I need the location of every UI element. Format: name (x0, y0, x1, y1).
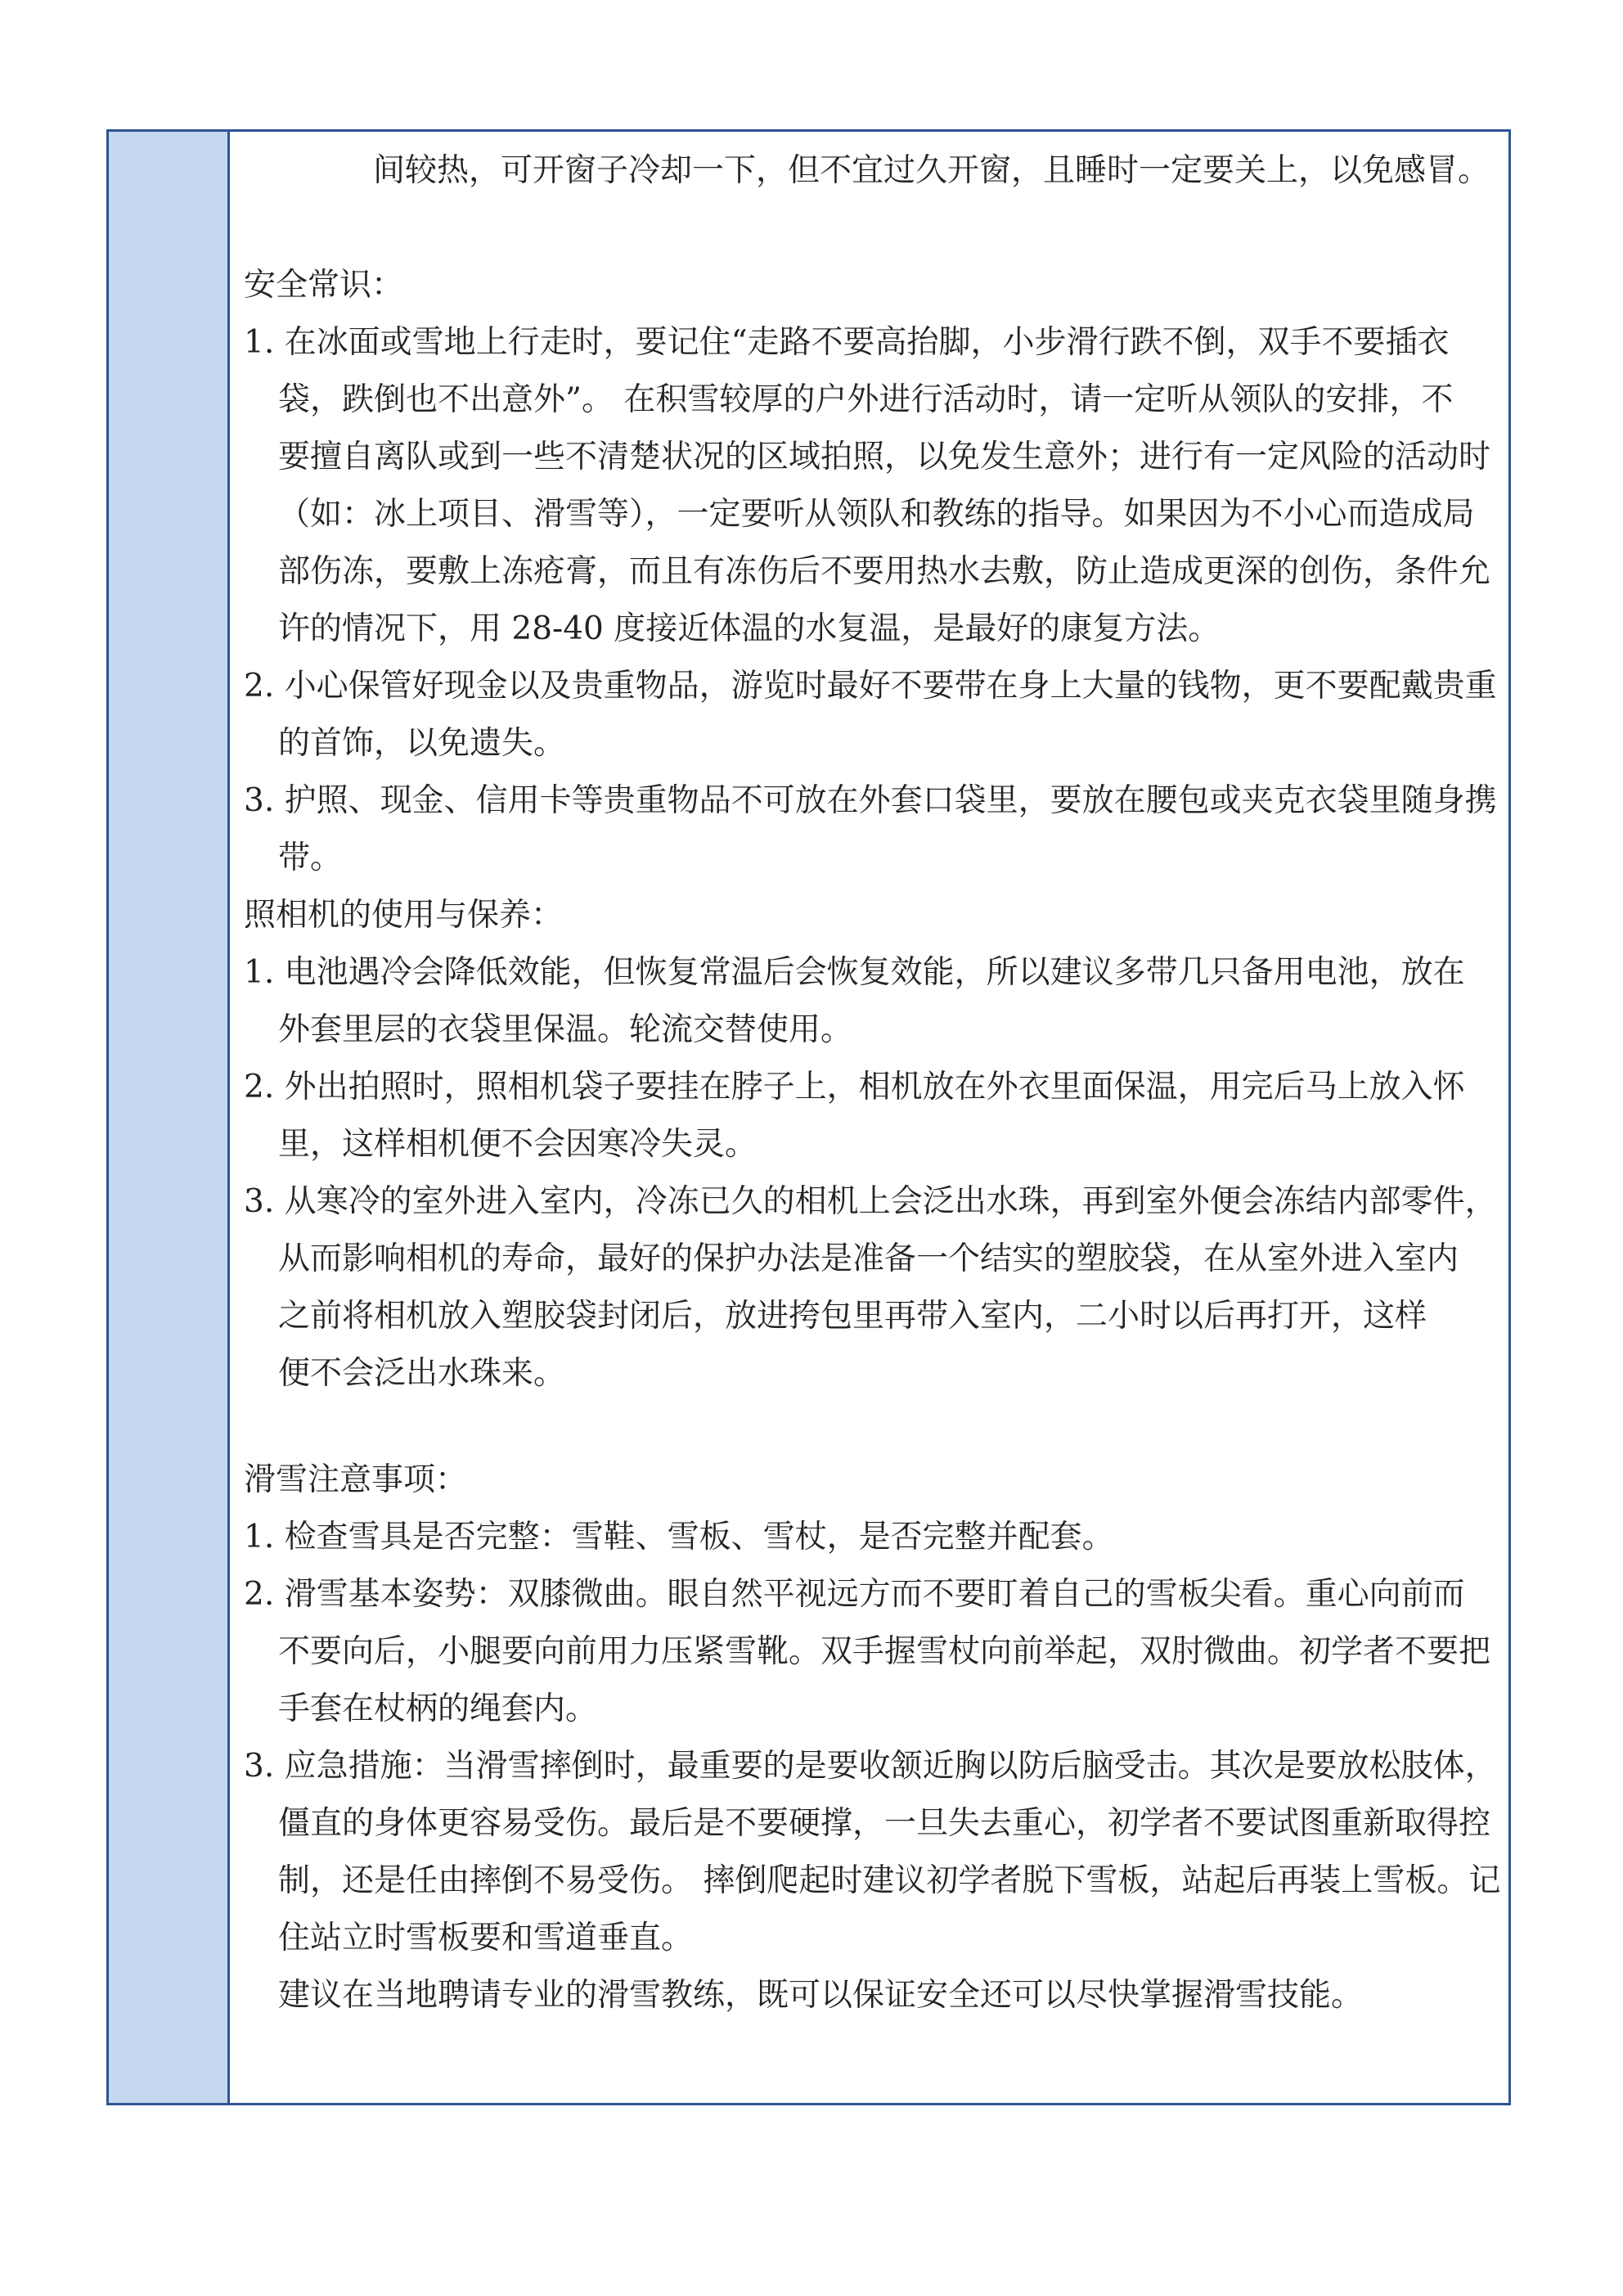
document-table (106, 129, 1511, 2105)
list-item-continuation: 外套里层的衣袋里保温。轮流交替使用。 (278, 1011, 853, 1048)
list-item: 1. 检查雪具是否完整：雪鞋、雪板、雪杖，是否完整并配套。 (244, 1519, 1114, 1555)
list-item-continuation: 不要向后，小腿要向前用力压紧雪靴。双手握雪杖向前举起，双肘微曲。初学者不要把 (278, 1633, 1491, 1670)
list-item-continuation: （如：冰上项目、滑雪等），一定要听从领队和教练的指导。如果因为不小心而造成局 (278, 496, 1475, 533)
list-item: 3. 从寒冷的室外进入室内，冷冻已久的相机上会泛出水珠，再到室外便会冻结内部零件， (244, 1183, 1497, 1220)
list-item-continuation: 手套在杖柄的绳套内。 (278, 1690, 598, 1727)
list-item-continuation: 里，这样相机便不会因寒冷失灵。 (278, 1126, 758, 1163)
closing-paragraph: 建议在当地聘请专业的滑雪教练，既可以保证安全还可以尽快掌握滑雪技能。 (278, 1977, 1364, 2014)
list-item-continuation: 要擅自离队或到一些不清楚状况的区域拍照，以免发生意外；进行有一定风险的活动时 (278, 439, 1491, 475)
list-item-continuation: 部伤冻，要敷上冻疮膏，而且有冻伤后不要用热水去敷，防止造成更深的创伤，条件允 (278, 553, 1491, 590)
section-heading-camera: 照相机的使用与保养： (244, 897, 564, 934)
table-left-column (109, 132, 230, 2103)
list-item: 3. 应急措施：当滑雪摔倒时，最重要的是要收颔近胸以防后脑受击。其次是要放松肢体， (244, 1748, 1497, 1785)
list-item-continuation: 僵直的身体更容易受伤。最后是不要硬撑，一旦失去重心，初学者不要试图重新取得控 (278, 1805, 1491, 1842)
paragraph-line: 间较热，可开窗子冷却一下，但不宜过久开窗，且睡时一定要关上，以免感冒。 (373, 152, 1490, 189)
list-item-continuation: 从而影响相机的寿命，最好的保护办法是准备一个结实的塑胶袋，在从室外进入室内 (278, 1240, 1459, 1277)
list-item-continuation: 住站立时雪板要和雪道垂直。 (278, 1920, 694, 1956)
list-item-continuation: 制，还是任由摔倒不易受伤。 摔倒爬起时建议初学者脱下雪板，站起后再装上雪板。记 (278, 1862, 1501, 1899)
list-item: 3. 护照、现金、信用卡等贵重物品不可放在外套口袋里，要放在腰包或夹克衣袋里随身携 (244, 782, 1497, 819)
list-item: 1. 电池遇冷会降低效能，但恢复常温后会恢复效能，所以建议多带几只备用电池，放在 (244, 954, 1465, 991)
list-item-continuation: 带。 (278, 840, 343, 876)
section-heading-safety: 安全常识： (244, 267, 404, 304)
list-item-continuation: 便不会泛出水珠来。 (278, 1355, 566, 1392)
list-item: 2. 外出拍照时，照相机袋子要挂在脖子上，相机放在外衣里面保温，用完后马上放入怀 (244, 1069, 1465, 1105)
table-content-cell (230, 132, 1508, 2103)
list-item: 1. 在冰面或雪地上行走时，要记住“走路不要高抬脚，小步滑行跌不倒，双手不要插衣 (244, 324, 1450, 361)
list-item-continuation: 的首饰，以免遗失。 (278, 725, 566, 762)
list-item: 2. 小心保管好现金以及贵重物品，游览时最好不要带在身上大量的钱物，更不要配戴贵重 (244, 668, 1497, 705)
list-item-continuation: 之前将相机放入塑胶袋封闭后，放进挎包里再带入室内，二小时以后再打开，这样 (278, 1298, 1427, 1335)
list-item: 2. 滑雪基本姿势：双膝微曲。眼自然平视远方而不要盯着自己的雪板尖看。重心向前而 (244, 1576, 1465, 1613)
list-item-continuation: 许的情况下，用 28-40 度接近体温的水复温，是最好的康复方法。 (278, 610, 1221, 647)
section-heading-skiing: 滑雪注意事项： (244, 1461, 468, 1498)
list-item-continuation: 袋，跌倒也不出意外”。 在积雪较厚的户外进行活动时，请一定听从领队的安排，不 (278, 381, 1454, 418)
